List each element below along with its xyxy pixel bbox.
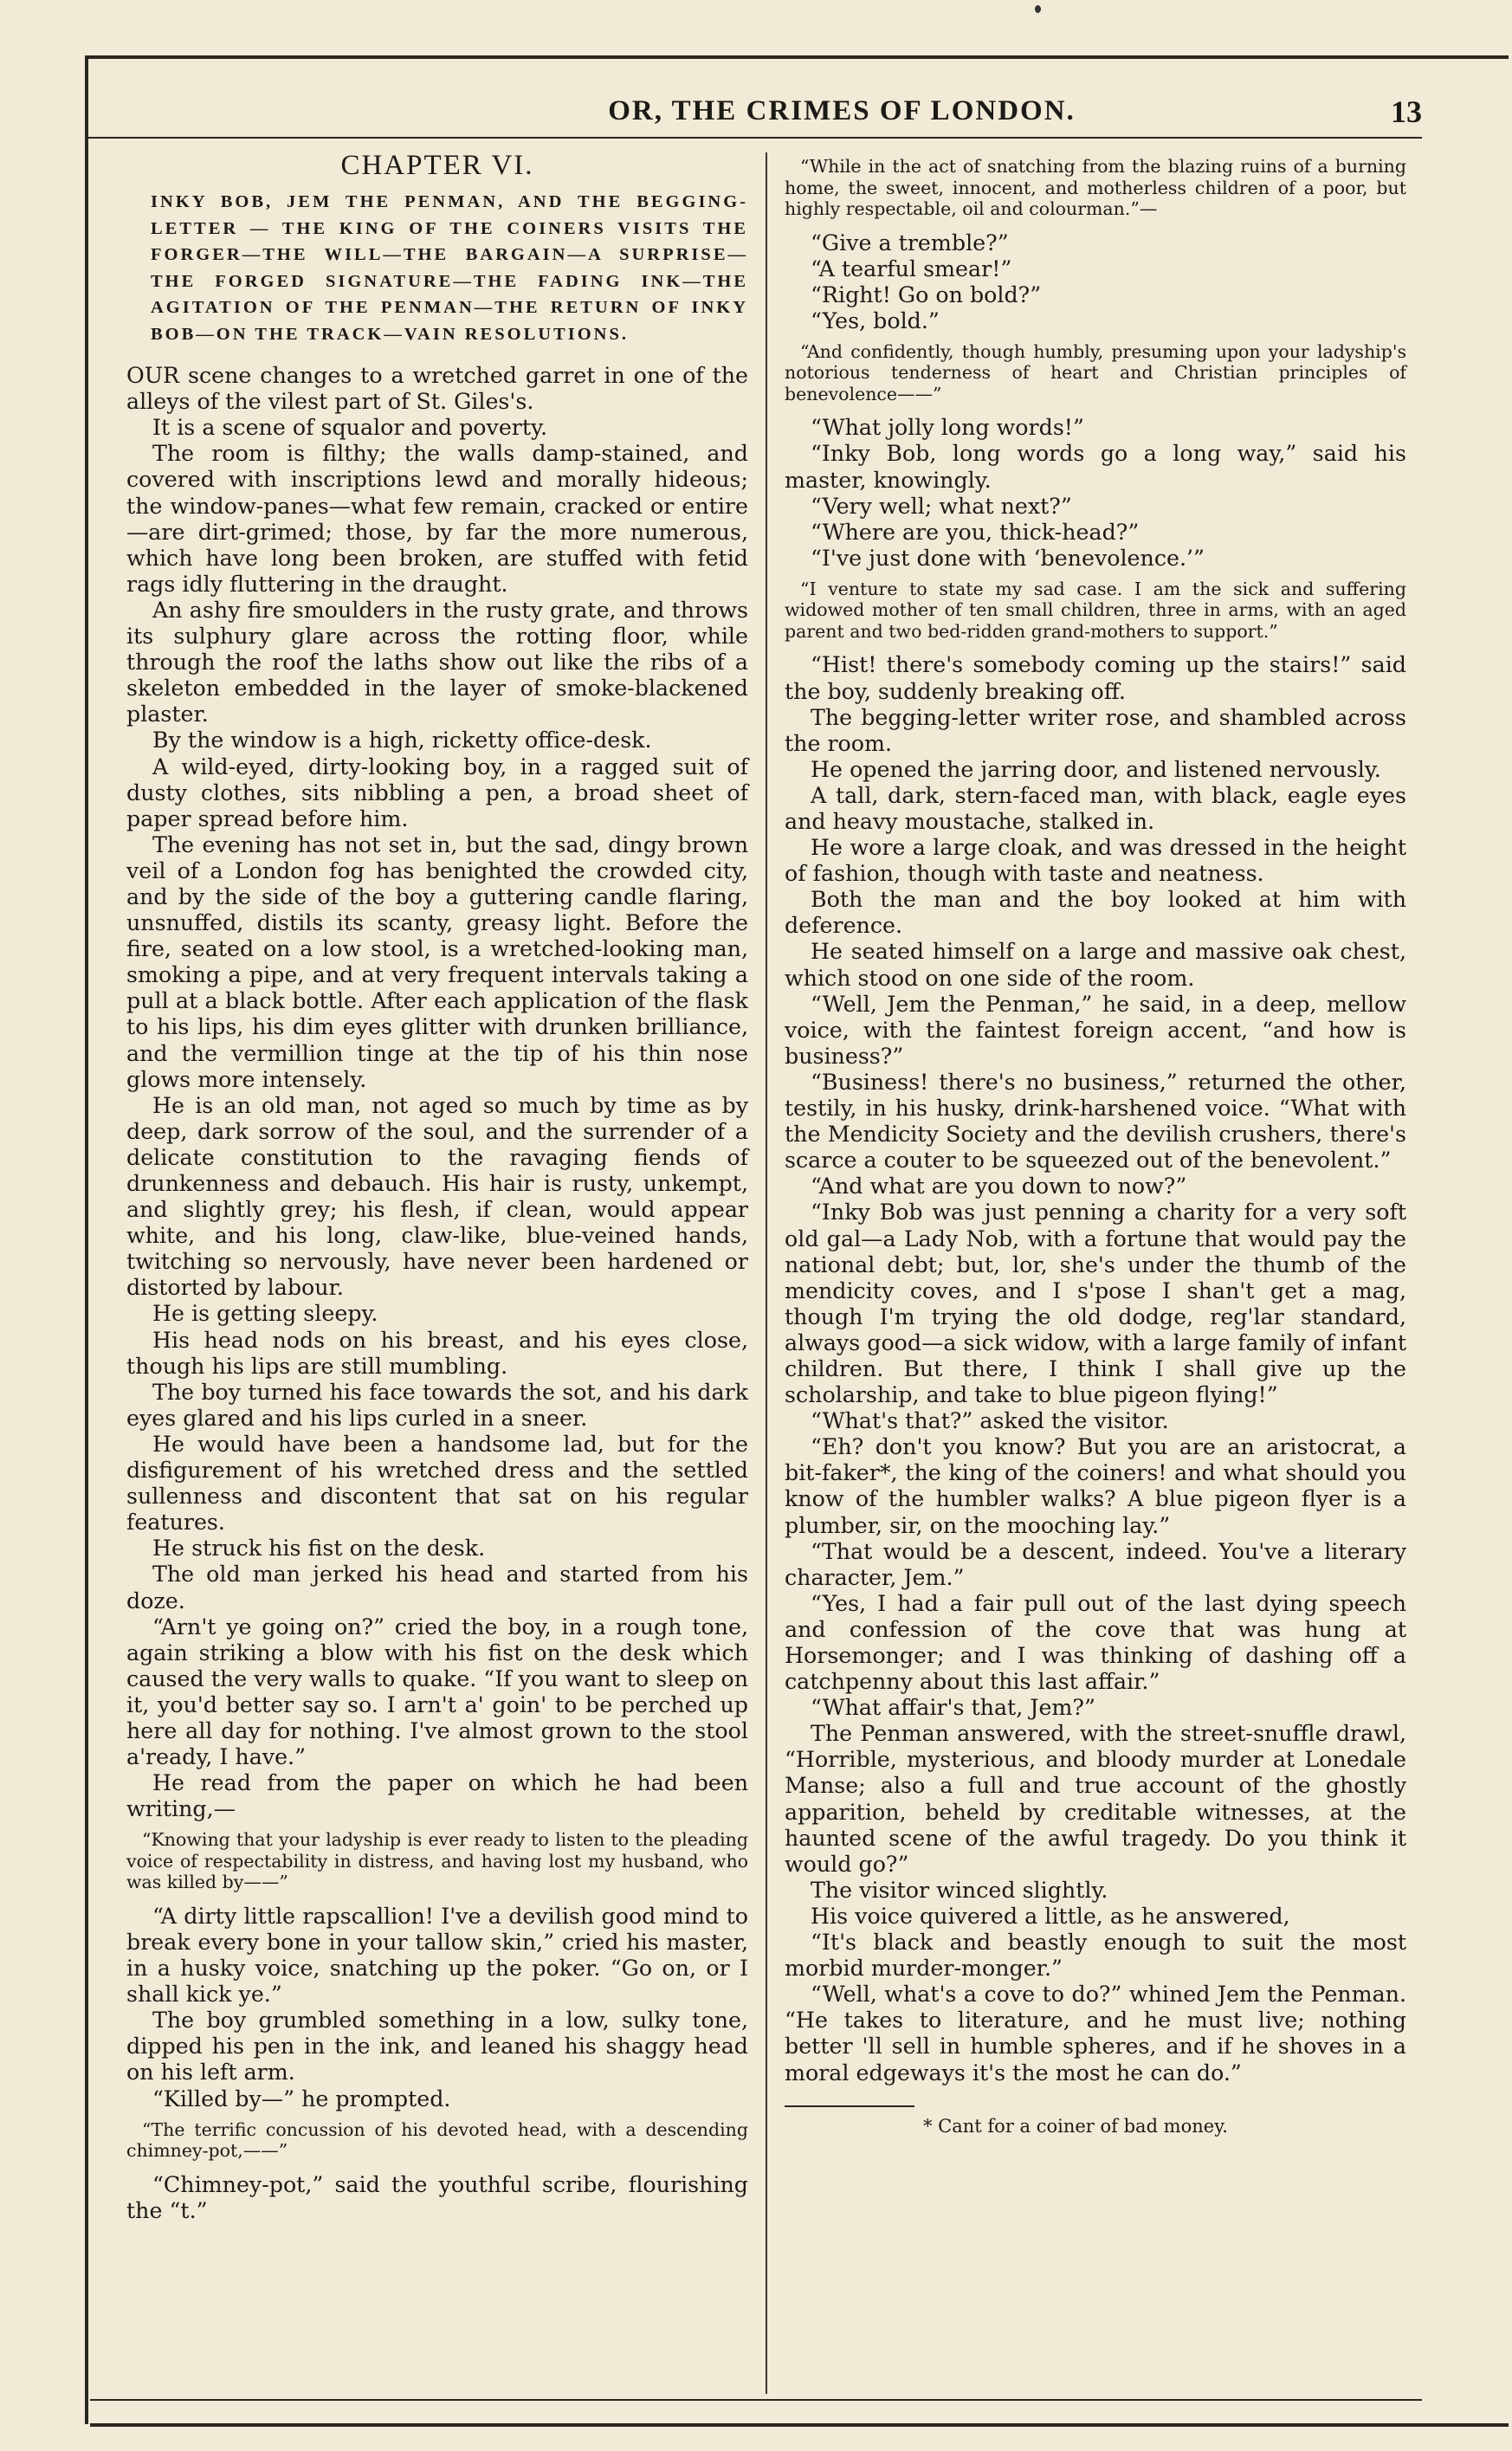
- body-paragraph: “What's that?” asked the visitor.: [811, 1408, 1169, 1434]
- body-paragraph: He is getting sleepy.: [152, 1301, 378, 1327]
- body-paragraph: “Yes, I had a fair pull out of the last dying speech and confession of the cove that was hung at Horsemonger; and I was thinking of dashing off a catchpenny about this last affair.”: [785, 1590, 1406, 1695]
- quoted-letter-paragraph: “I venture to state my sad case. I am the sick and suffering widowed mother of ten small children, three in arms, with an aged parent and two bed-ridden grand-mothers to support.”: [785, 578, 1406, 642]
- body-paragraph: A wild-eyed, dirty-looking boy, in a ragged suit of dusty clothes, sits nibbling a pen, a broad sheet of paper spread before him.: [126, 753, 748, 831]
- body-paragraph: His head nods on his breast, and his eyes close, though his lips are still mumbling.: [126, 1327, 748, 1379]
- right-column-body: [785, 156, 1406, 2086]
- body-paragraph: “It's black and beastly enough to suit the most morbid murder-monger.”: [785, 1930, 1406, 1982]
- column-gutter-rule: [766, 152, 767, 2394]
- running-head: OR, THE CRIMES OF LONDON.: [608, 95, 1076, 126]
- body-paragraph: A tall, dark, stern-faced man, with black, eagle eyes and heavy moustache, stalked in.: [785, 782, 1406, 834]
- quoted-letter-paragraph: “While in the act of snatching from the blazing ruins of a burning home, the sweet, innocent, and motherless children of a poor, but highly respectable, oil and colourman.”—: [785, 156, 1406, 219]
- bottom-rule: [90, 2399, 1422, 2401]
- body-paragraph: “Where are you, thick-head?”: [811, 519, 1140, 545]
- body-paragraph: The evening has not set in, but the sad, dingy brown veil of a London fog has benighted the crowded city, and by the side of the boy a guttering candle flaring, unsnuffed, distils its scanty, greasy light. Before the fire, seated on a low stool, is a wretched-looking man, smoking a pipe, and at very frequent intervals taking a pull at a black bottle. After each application of the flask to his lips, his dim eyes glitter with drunken brilliance, and the vermillion tinge at the tip of his thin nose glows more intensely.: [126, 831, 748, 1092]
- left-column-body: [126, 363, 748, 2224]
- body-paragraph: “Very well; what next?”: [811, 493, 1072, 519]
- body-paragraph: “Inky Bob, long words go a long way,” said his master, knowingly.: [785, 441, 1406, 493]
- left-column: [126, 149, 748, 2224]
- chapter-title: CHAPTER VI.: [340, 150, 534, 181]
- body-paragraph: By the window is a high, ricketty office-desk.: [152, 728, 652, 753]
- page-number: 13: [1391, 94, 1422, 129]
- body-paragraph: The visitor winced slightly.: [811, 1877, 1108, 1903]
- frame-bottom-rule: [90, 2423, 1509, 2427]
- body-paragraph: His voice quivered a little, as he answered,: [811, 1903, 1290, 1929]
- body-paragraph: “Well, what's a cove to do?” whined Jem the Penman. “He takes to literature, and he must live; nothing better 'll sell in humble spheres, and if he shoves in a moral edgeways it's the most he can do.”: [785, 1982, 1406, 2086]
- body-paragraph: “Hist! there's somebody coming up the stairs!” said the boy, suddenly breaking off.: [785, 652, 1406, 704]
- body-paragraph: The Penman answered, with the street-snuffle drawl, “Horrible, mysterious, and bloody murder at Lonedale Manse; also a full and true account of the ghostly apparition, beheld by creditable witnesses, at the haunted scene of the awful tragedy. Do you think it would go?”: [785, 1721, 1406, 1877]
- right-column: [785, 149, 1406, 2138]
- header-rule: [88, 137, 1422, 139]
- body-paragraph: “What jolly long words!”: [811, 415, 1084, 441]
- body-paragraph: “Inky Bob was just penning a charity for a very soft old gal—a Lady Nob, with a fortune that would pay the national debt; but, lor, she's under the thumb of the mendicity coves, and I s'pose I shan't get a mag, though I'm trying the old dodge, reg'lar standard, always good—a sick widow, with a large family of infant children. But there, I think I shall give up the scholarship, and take to blue pigeon flying!”: [785, 1200, 1406, 1408]
- body-paragraph: He would have been a handsome lad, but for the disfigurement of his wretched dress and the settled sullenness and discontent that sat on his regular features.: [126, 1431, 748, 1536]
- body-paragraph: He is an old man, not aged so much by time as by deep, dark sorrow of the soul, and the surrender of a delicate constitution to the ravaging fiends of drunkenness and debauch. His hair is rusty, unkempt, and slightly grey; his flesh, if clean, would appear white, and his long, claw-like, blue-veined hands, twitching so nervously, have never been hardened or distorted by labour.: [126, 1092, 748, 1301]
- footnote-rule: [785, 2105, 914, 2107]
- body-paragraph: The begging-letter writer rose, and shambled across the room.: [785, 704, 1406, 756]
- body-paragraph: “Chimney-pot,” said the youthful scribe, flourishing the “t.”: [126, 2171, 748, 2223]
- page-header: [88, 88, 1422, 132]
- footnote: * Cant for a coiner of bad money.: [923, 2115, 1228, 2137]
- body-paragraph: “That would be a descent, indeed. You've a literary character, Jem.”: [785, 1538, 1406, 1590]
- body-paragraph: He seated himself on a large and massive oak chest, which stood on one side of the room.: [785, 939, 1406, 991]
- body-paragraph: “What affair's that, Jem?”: [811, 1695, 1095, 1721]
- body-paragraph: “A dirty little rapscallion! I've a devilish good mind to break every bone in your tallow skin,” cried his master, in a husky voice, snatching up the poker. “Go on, or I shall kick ye.”: [126, 1903, 748, 2008]
- body-paragraph: “Business! there's no business,” returned the other, testily, in his husky, drink-harshened voice. “What with the Mendicity Society and the devilish crushers, there's scarce a couter to be squeezed out of the benevolent.”: [785, 1069, 1406, 1174]
- body-paragraph: “Right! Go on bold?”: [811, 281, 1042, 307]
- quoted-letter-paragraph: “And confidently, though humbly, presuming upon your ladyship's notorious tenderness of heart and Christian principles of benevolence——”: [785, 340, 1406, 404]
- body-paragraph: The boy turned his face towards the sot, and his dark eyes glared and his lips curled in a sneer.: [126, 1379, 748, 1431]
- body-paragraph: OUR scene changes to a wretched garret in one of the alleys of the vilest part of St. Giles's.: [126, 363, 748, 415]
- body-paragraph: The room is filthy; the walls damp-stained, and covered with inscriptions lewd and morally hideous; the window-panes—what few remain, cracked or entire—are dirt-grimed; those, by far the more numerous, which have long been broken, are stuffed with fetid rags idly fluttering in the draught.: [126, 441, 748, 597]
- body-paragraph: “Eh? don't you know? But you are an aristocrat, a bit-faker*, the king of the coiners! and what should you know of the humbler walks? A blue pigeon flyer is a plumber, sir, on the mooching lay.”: [785, 1434, 1406, 1538]
- body-paragraph: Both the man and the boy looked at him with deference.: [785, 887, 1406, 939]
- body-paragraph: “And what are you down to now?”: [811, 1174, 1187, 1200]
- frame-top-rule: [85, 55, 1509, 59]
- body-paragraph: He read from the paper on which he had been writing,—: [126, 1770, 748, 1822]
- body-paragraph: He opened the jarring door, and listened nervously.: [811, 756, 1381, 782]
- body-paragraph: “Yes, bold.”: [811, 307, 940, 333]
- body-paragraph: He wore a large cloak, and was dressed in the height of fashion, though with taste and neatness.: [785, 835, 1406, 887]
- ink-speck: [1035, 5, 1041, 13]
- body-paragraph: “Killed by—” he prompted.: [152, 2086, 451, 2111]
- body-paragraph: He struck his fist on the desk.: [152, 1536, 486, 1562]
- body-paragraph: “A tearful smear!”: [811, 255, 1012, 281]
- body-paragraph: “Well, Jem the Penman,” he said, in a deep, mellow voice, with the faintest foreign accent, “and how is business?”: [785, 991, 1406, 1069]
- chapter-synopsis: INKY BOB, JEM THE PENMAN, AND THE BEGGING-LETTER — THE KING OF THE COINERS VISITS THE FORGER—THE WILL—THE BARGAIN—A SURPRISE—THE FORGED SIGNATURE—THE FADING INK—THE AGITATION OF THE PENMAN—THE RETURN OF INKY BOB—ON THE TRACK—VAIN RESOLUTIONS.: [151, 192, 748, 344]
- frame-left-rule: [85, 55, 88, 2424]
- body-paragraph: “Arn't ye going on?” cried the boy, in a rough tone, again striking a blow with his fist on the desk which caused the very walls to quake. “If you want to sleep on it, you'd better say so. I arn't a' goin' to be perched up here all day for nothing. I've almost grown to the stool a'ready, I have.”: [126, 1614, 748, 1770]
- body-paragraph: It is a scene of squalor and poverty.: [152, 415, 548, 441]
- body-paragraph: The boy grumbled something in a low, sulky tone, dipped his pen in the ink, and leaned his shaggy head on his left arm.: [126, 2008, 748, 2086]
- quoted-letter-paragraph: “Knowing that your ladyship is ever ready to listen to the pleading voice of respectability in distress, and having lost my husband, who was killed by——”: [126, 1829, 748, 1893]
- body-paragraph: “Give a tremble?”: [811, 230, 1009, 255]
- quoted-letter-paragraph: “The terrific concussion of his devoted head, with a descending chimney-pot,——”: [126, 2118, 748, 2162]
- body-paragraph: An ashy fire smoulders in the rusty grate, and throws its sulphury glare across the rotting floor, while through the roof the laths show out like the ribs of a skeleton embedded in the layer of smoke-blackened plaster.: [126, 597, 748, 728]
- body-paragraph: “I've just done with ‘benevolence.’”: [811, 545, 1205, 571]
- body-paragraph: The old man jerked his head and started from his doze.: [126, 1562, 748, 1614]
